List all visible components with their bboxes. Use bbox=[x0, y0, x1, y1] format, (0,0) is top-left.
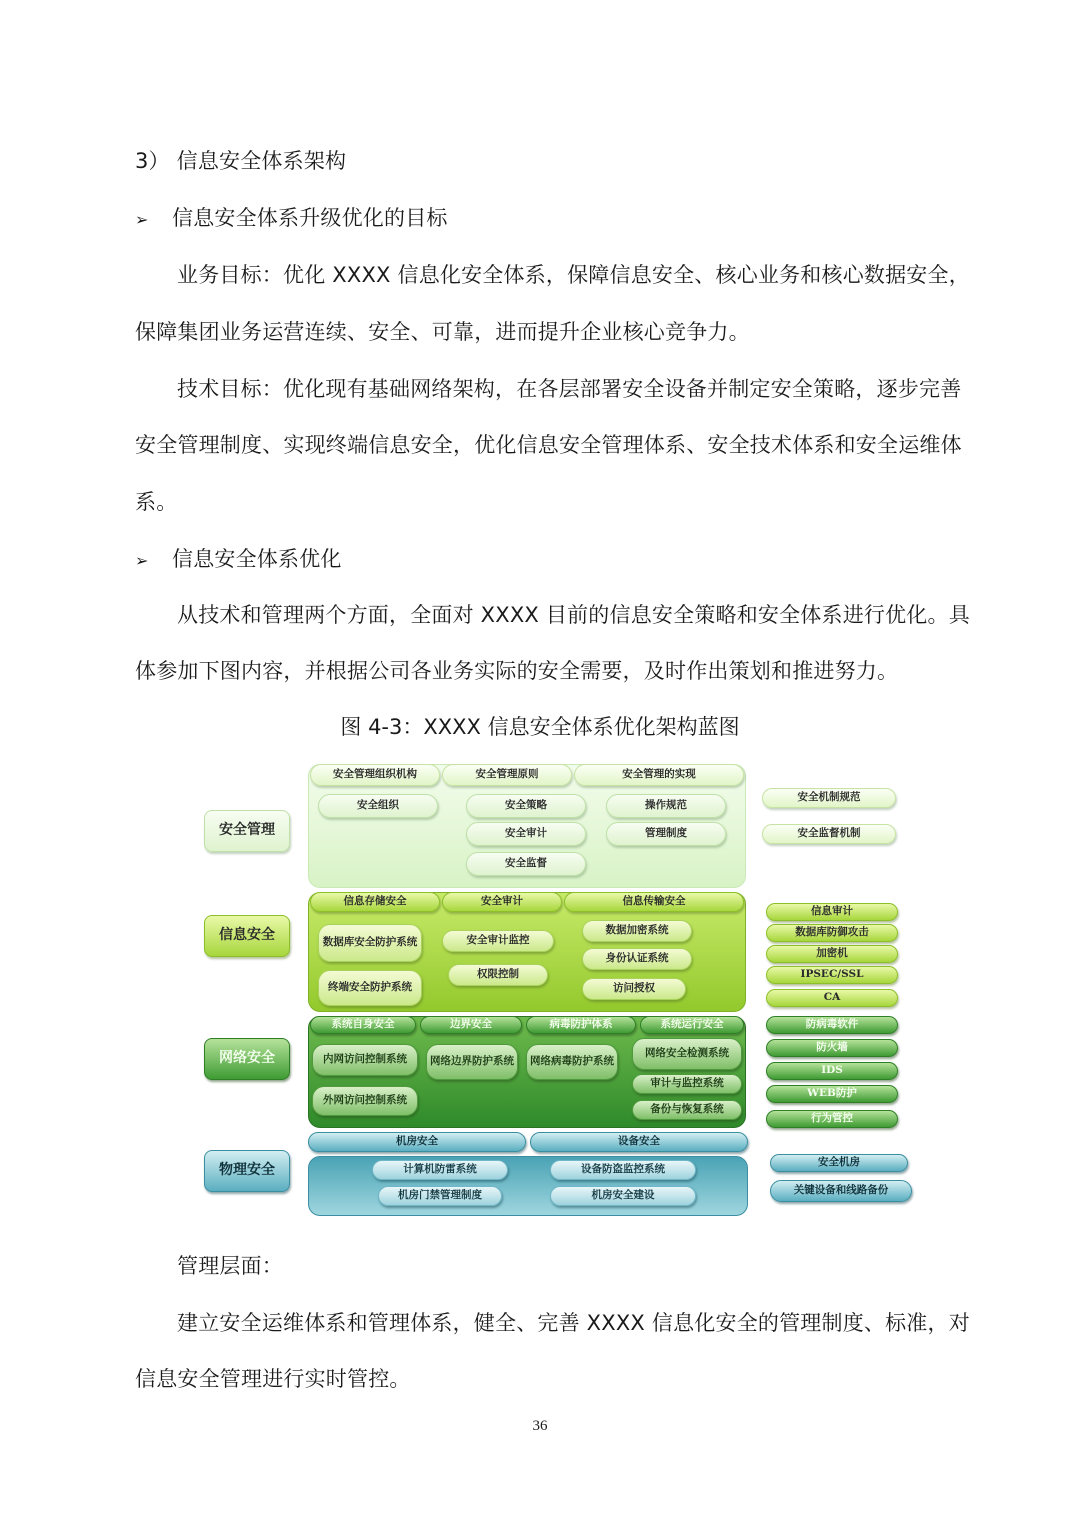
info-tab: 信息存储安全 bbox=[310, 892, 440, 912]
info-item: 权限控制 bbox=[448, 964, 548, 986]
layer-label-physical: 物理安全 bbox=[204, 1150, 290, 1192]
physical-item: 计算机防雷系统 bbox=[372, 1160, 508, 1180]
physical-side-item: 关键设备和线路备份 bbox=[770, 1180, 912, 1202]
paragraph-line: 建立安全运维体系和管理体系，健全、完善 XXXX 信息化安全的管理制度、标准，对 bbox=[177, 1311, 970, 1335]
paragraph-line: 技术目标：优化现有基础网络架构，在各层部署安全设备并制定安全策略，逐步完善 bbox=[177, 377, 962, 401]
network-side-item: IDS bbox=[766, 1062, 898, 1080]
network-side-item: WEB防护 bbox=[766, 1085, 898, 1103]
network-side-item: 防火墙 bbox=[766, 1039, 898, 1057]
network-tab: 边界安全 bbox=[420, 1016, 522, 1034]
physical-tab: 机房安全 bbox=[308, 1132, 526, 1152]
physical-item: 机房门禁管理制度 bbox=[378, 1186, 502, 1206]
network-side-item: 防病毒软件 bbox=[766, 1016, 898, 1034]
network-item: 网络病毒防护系统 bbox=[526, 1044, 618, 1080]
paragraph-line: 从技术和管理两个方面，全面对 XXXX 目前的信息安全策略和安全体系进行优化。具 bbox=[177, 603, 970, 627]
paragraph-line: 系。 bbox=[135, 490, 178, 514]
management-tab: 安全管理组织机构 bbox=[310, 764, 440, 786]
management-item: 安全审计 bbox=[466, 822, 586, 846]
info-item: 访问授权 bbox=[582, 978, 686, 1000]
bullet-arrow-icon: ➢ bbox=[135, 210, 149, 229]
info-tab: 安全审计 bbox=[442, 892, 562, 912]
page-number: 36 bbox=[532, 1418, 548, 1434]
management-item: 管理制度 bbox=[606, 822, 726, 846]
network-item: 备份与恢复系统 bbox=[632, 1100, 742, 1120]
network-tab: 病毒防护体系 bbox=[526, 1016, 636, 1034]
bullet-line-2 bbox=[135, 543, 342, 573]
bullet-line-1 bbox=[135, 202, 448, 232]
management-item: 安全组织 bbox=[318, 794, 438, 818]
figure-caption: 图 4-3：XXXX 信息安全体系优化架构蓝图 bbox=[340, 715, 740, 739]
bullet-arrow-icon: ➢ bbox=[135, 551, 149, 570]
paragraph-line: 业务目标：优化 XXXX 信息化安全体系，保障信息安全、核心业务和核心数据安全， bbox=[177, 263, 970, 287]
layer-label-management: 安全管理 bbox=[204, 810, 290, 852]
management-tab: 安全管理的实现 bbox=[574, 764, 744, 786]
paragraph-line: 保障集团业务运营连续、安全、可靠，进而提升企业核心竞争力。 bbox=[135, 320, 750, 344]
paragraph-line: 信息安全管理进行实时管控。 bbox=[135, 1367, 411, 1391]
network-item: 网络边界防护系统 bbox=[426, 1044, 518, 1080]
info-side-item: 数据库防御攻击 bbox=[766, 924, 898, 942]
network-item: 网络安全检测系统 bbox=[632, 1038, 742, 1070]
section-heading: 3） 信息安全体系架构 bbox=[135, 149, 347, 173]
network-side-item: 行为管控 bbox=[766, 1110, 898, 1128]
bullet-title-1: 信息安全体系升级优化的目标 bbox=[172, 206, 448, 230]
info-item: 数据库安全防护系统 bbox=[318, 924, 422, 962]
info-item: 身份认证系统 bbox=[582, 948, 692, 970]
info-item: 数据加密系统 bbox=[582, 920, 692, 942]
info-side-item: IPSEC/SSL bbox=[766, 966, 898, 984]
layer-label-network: 网络安全 bbox=[204, 1038, 290, 1080]
management-item: 安全监督 bbox=[466, 852, 586, 876]
management-tab: 安全管理原则 bbox=[442, 764, 572, 786]
paragraph-line: 安全管理制度、实现终端信息安全，优化信息安全管理体系、安全技术体系和安全运维体 bbox=[135, 433, 962, 457]
network-item: 外网访问控制系统 bbox=[312, 1086, 418, 1116]
physical-item: 机房安全建设 bbox=[550, 1186, 696, 1206]
network-item: 内网访问控制系统 bbox=[312, 1044, 418, 1076]
info-side-item: 加密机 bbox=[766, 945, 898, 963]
physical-side-item: 安全机房 bbox=[770, 1154, 908, 1172]
network-tab: 系统运行安全 bbox=[640, 1016, 744, 1034]
info-side-item: 信息审计 bbox=[766, 903, 898, 921]
layer-label-info: 信息安全 bbox=[204, 915, 290, 957]
physical-item: 设备防盗监控系统 bbox=[550, 1160, 696, 1180]
bullet-title-2: 信息安全体系优化 bbox=[172, 547, 342, 571]
management-item: 操作规范 bbox=[606, 794, 726, 818]
subsection-title: 管理层面： bbox=[177, 1254, 283, 1278]
paragraph-line: 体参加下图内容，并根据公司各业务实际的安全需要，及时作出策划和推进努力。 bbox=[135, 659, 899, 683]
management-side-item: 安全监督机制 bbox=[762, 824, 896, 844]
info-item: 安全审计监控 bbox=[442, 930, 554, 952]
management-item: 安全策略 bbox=[466, 794, 586, 818]
physical-tab: 设备安全 bbox=[530, 1132, 748, 1152]
info-tab: 信息传输安全 bbox=[564, 892, 744, 912]
info-item: 终端安全防护系统 bbox=[318, 970, 422, 1006]
network-item: 审计与监控系统 bbox=[632, 1074, 742, 1094]
info-side-item: CA bbox=[766, 989, 898, 1007]
management-side-item: 安全机制规范 bbox=[762, 788, 896, 808]
security-architecture-diagram bbox=[200, 760, 920, 1220]
network-tab: 系统自身安全 bbox=[310, 1016, 416, 1034]
